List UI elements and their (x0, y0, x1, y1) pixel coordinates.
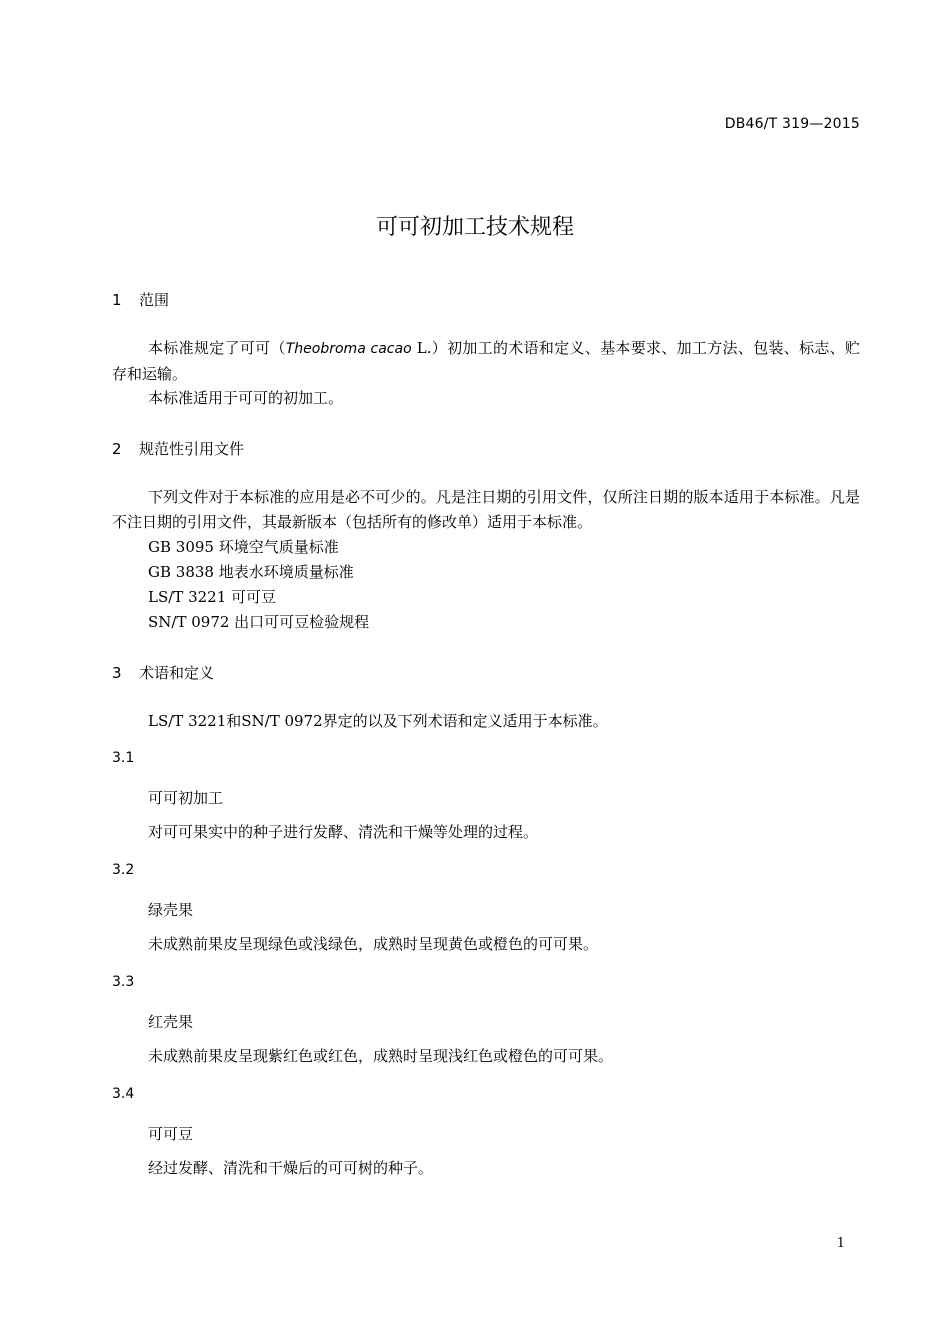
section-heading-scope (112, 289, 169, 310)
term-name: 绿壳果 (148, 901, 194, 919)
term-number: 3.3 (112, 974, 135, 990)
standard-code: DB46/T 319—2015 (724, 116, 860, 132)
section-number: 2 (112, 440, 122, 458)
term-number: 3.1 (112, 750, 135, 766)
document-title: 可可初加工技术规程 (375, 215, 574, 240)
term-name: 红壳果 (148, 1013, 194, 1031)
term-name: 可可豆 (148, 1125, 194, 1143)
page-number: 1 (836, 1236, 845, 1251)
latin-author: L. (411, 339, 432, 357)
section-number: 1 (112, 291, 122, 309)
term-definition: 经过发酵、清洗和干燥后的可可树的种子。 (148, 1159, 434, 1177)
reference-item: GB 3095 环境空气质量标准 (148, 538, 339, 556)
section-number: 3 (112, 664, 122, 682)
references-intro: 下列文件对于本标准的应用是必不可少的。凡是注日期的引用文件，仅所注日期的版本适用于本标准。凡是不注日期的引用文件，其最新版本（包括所有的修改单）适用于本标准。 (112, 488, 860, 531)
latin-name: Theobroma cacao (285, 341, 412, 357)
scope-paragraph (112, 336, 860, 387)
term-name: 可可初加工 (148, 789, 224, 807)
term-number: 3.4 (112, 1086, 135, 1102)
section-title: 术语和定义 (139, 664, 215, 682)
section-heading-references (112, 438, 244, 459)
term-number: 3.2 (112, 862, 135, 878)
term-definition: 未成熟前果皮呈现紫红色或红色，成熟时呈现浅红色或橙色的可可果。 (148, 1047, 614, 1065)
section-heading-terms (112, 662, 214, 683)
scope-text-part: 本标准规定了可可（ (148, 339, 286, 357)
reference-item: GB 3838 地表水环境质量标准 (148, 563, 354, 581)
section-title: 规范性引用文件 (139, 440, 245, 458)
terms-intro: LS/T 3221和SN/T 0972界定的以及下列术语和定义适用于本标准。 (148, 712, 608, 730)
reference-item: LS/T 3221 可可豆 (148, 588, 277, 606)
scope-applicability: 本标准适用于可可的初加工。 (148, 389, 344, 407)
term-definition: 对可可果实中的种子进行发酵、清洗和干燥等处理的过程。 (148, 823, 539, 841)
term-definition: 未成熟前果皮呈现绿色或浅绿色，成熟时呈现黄色或橙色的可可果。 (148, 935, 599, 953)
scope-text-part: ）初加工的术语和定义、基本要求、加工方法、包装、标志、贮存和运输。 (112, 339, 860, 383)
reference-item: SN/T 0972 出口可可豆检验规程 (148, 613, 370, 631)
section-title: 范围 (139, 291, 170, 309)
